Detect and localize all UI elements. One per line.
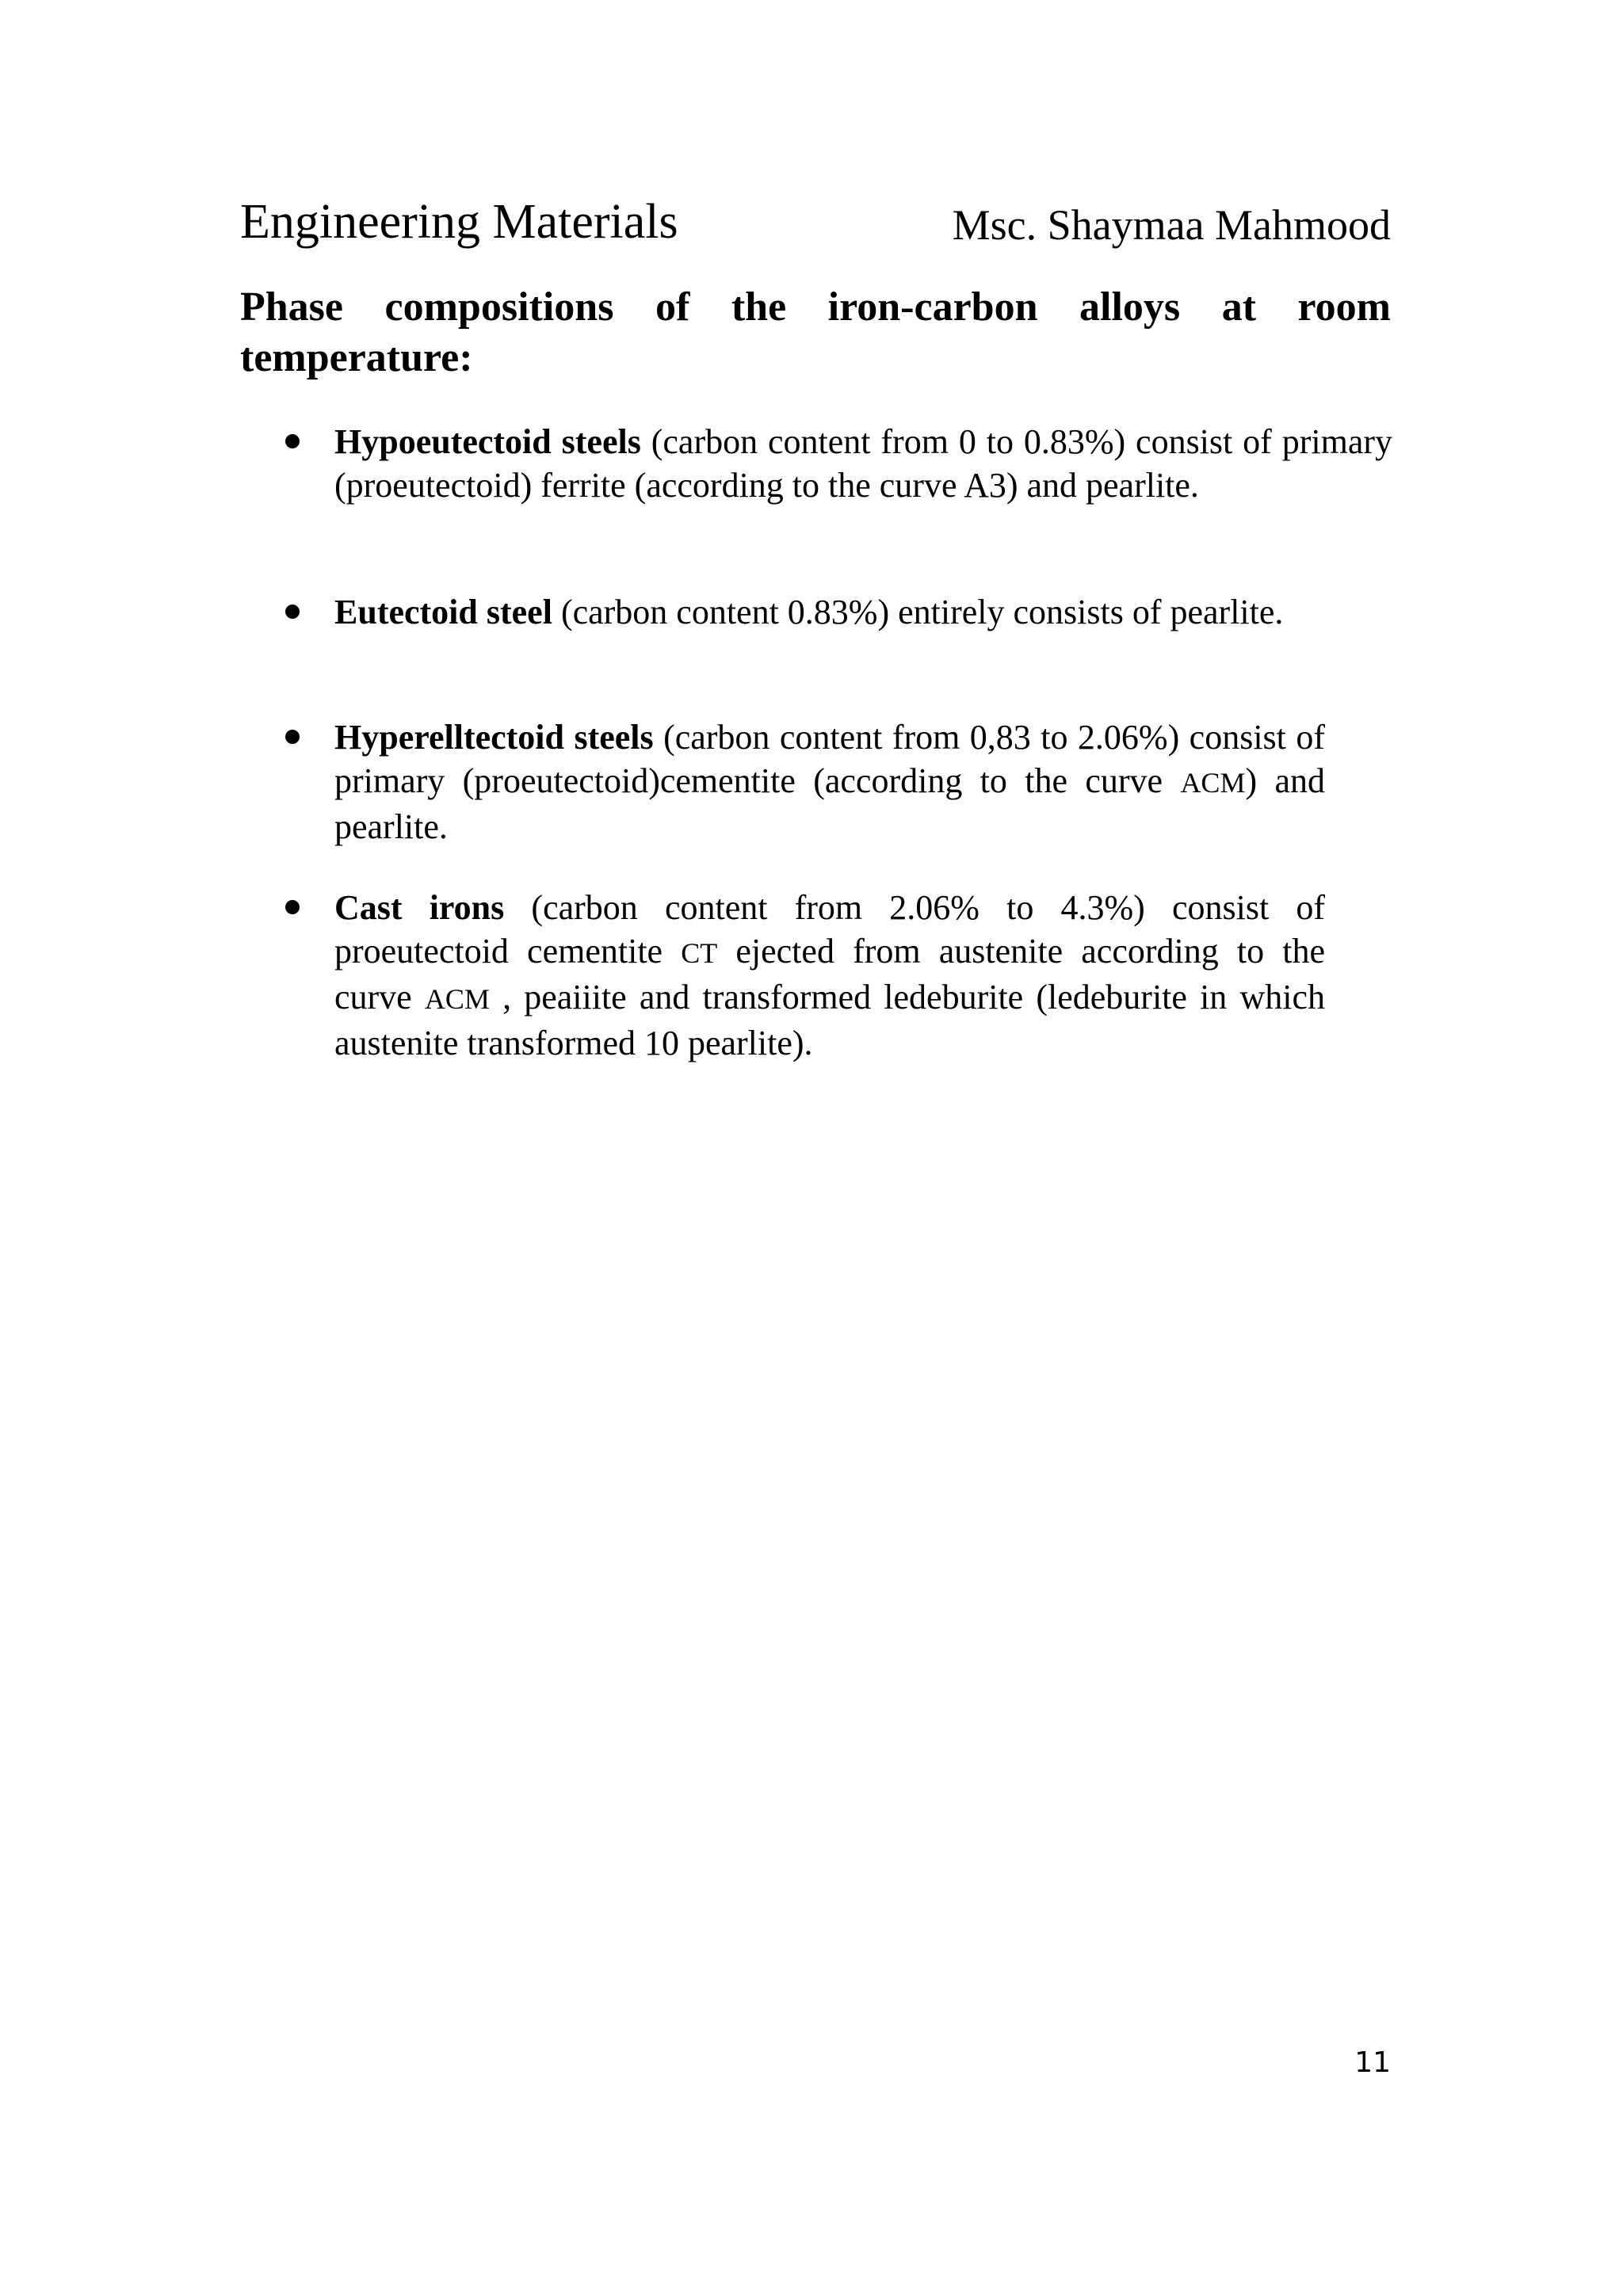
curve-label: ACM bbox=[1180, 767, 1246, 799]
term-description-middle: ejected from austenite according to the curve bbox=[334, 932, 1325, 1016]
term-description: (carbon content 0.83%) entirely consists of pearlite. bbox=[552, 593, 1284, 631]
page-number: 11 bbox=[1354, 2046, 1391, 2079]
phase-label: CT bbox=[681, 937, 718, 969]
curve-label: ACM bbox=[424, 983, 490, 1015]
term-label: Hyperelltectoid steels bbox=[334, 718, 654, 757]
term-label: Eutectoid steel bbox=[334, 593, 552, 631]
term-label: Cast irons bbox=[334, 888, 505, 927]
list-item-text bbox=[334, 420, 1392, 507]
term-description-end: , peaiiite and transformed ledeburite (ledeburite in which austenite transformed 10 pearlite). bbox=[334, 978, 1325, 1062]
list-item-text bbox=[334, 886, 1325, 1065]
term-description-end: ) and pearlite. bbox=[334, 761, 1326, 846]
course-title: Engineering Materials bbox=[240, 195, 678, 249]
bullet-icon bbox=[285, 730, 300, 744]
bullet-icon bbox=[285, 605, 300, 619]
list-item-text bbox=[334, 715, 1325, 849]
term-description-start: (carbon content from 2.06% to 4.3%) consist of proeutectoid cementite bbox=[334, 888, 1325, 971]
term-description-start: (carbon content from 0,83 to 2.06%) consist of primary (proeutectoid)cementite (according to the curve bbox=[334, 718, 1325, 800]
list-item-text bbox=[334, 590, 1325, 634]
author-name: Msc. Shaymaa Mahmood bbox=[952, 201, 1391, 249]
bullet-icon bbox=[285, 434, 300, 448]
bullet-icon bbox=[285, 900, 300, 914]
term-description: (carbon content from 0 to 0.83%) consist of primary (proeutectoid) ferrite (according to the curve A3) and pearlite. bbox=[334, 422, 1393, 505]
term-label: Hypoeutectoid steels bbox=[334, 422, 641, 461]
section-heading: Phase compositions of the iron-carbon alloys at room temperature: bbox=[240, 284, 1391, 380]
